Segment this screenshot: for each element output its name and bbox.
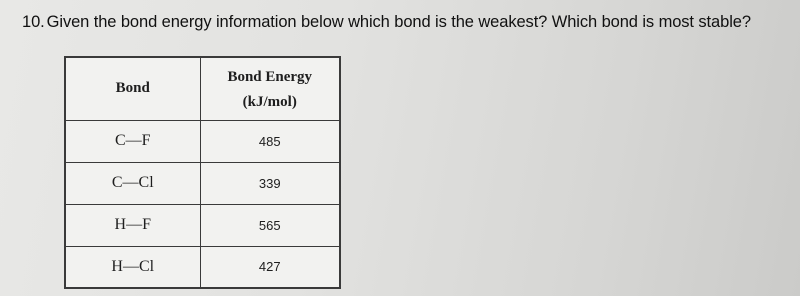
energy-cell: 485 — [200, 120, 340, 162]
table-header-row — [65, 57, 340, 120]
bond-energy-table-container — [64, 56, 339, 287]
energy-header-title: Bond Energy — [227, 68, 313, 85]
bond-energy-table — [64, 56, 341, 289]
question-body: Given the bond energy information below which bond is the weakest? Which bond is most stable? — [46, 13, 751, 31]
table-row — [65, 120, 340, 162]
bond-cell: H—F — [65, 204, 200, 246]
table-row — [65, 246, 340, 288]
bond-cell: H—Cl — [65, 246, 200, 288]
table-row — [65, 162, 340, 204]
energy-cell: 565 — [200, 204, 340, 246]
question-number: 10. — [22, 13, 45, 31]
table-row — [65, 204, 340, 246]
bond-column-header: Bond — [65, 57, 200, 120]
bond-cell: C—Cl — [65, 162, 200, 204]
question-text — [22, 13, 751, 32]
energy-cell: 427 — [200, 246, 340, 288]
energy-column-header — [200, 57, 340, 120]
energy-header-unit: (kJ/mol) — [242, 93, 297, 110]
energy-cell: 339 — [200, 162, 340, 204]
bond-cell: C—F — [65, 120, 200, 162]
